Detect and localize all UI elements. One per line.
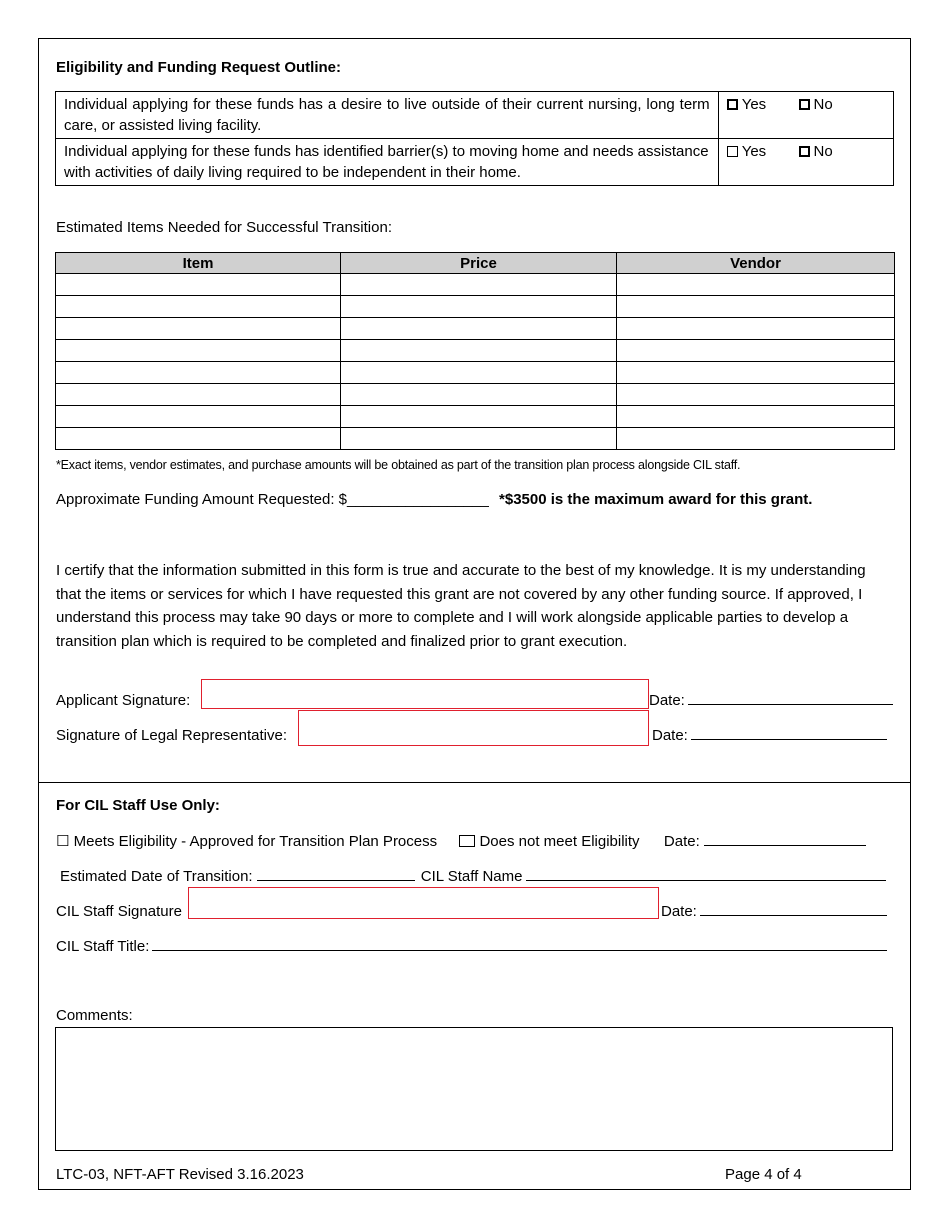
legal-rep-signature-field[interactable] [298,710,649,746]
vendor-cell[interactable] [617,340,895,362]
vendor-cell[interactable] [617,318,895,340]
does-not-meet-label: Does not meet Eligibility [479,833,640,850]
yes-checkbox[interactable] [727,99,738,110]
table-row [56,318,895,340]
price-cell[interactable] [341,296,617,318]
applicant-date-field[interactable] [688,704,893,705]
price-cell[interactable] [341,428,617,450]
item-cell[interactable] [56,274,341,296]
items-header-row [56,253,895,274]
eligibility-question: Individual applying for these funds has a desire to live outside of their current nursing, long term care, or assisted living facility. [56,92,719,139]
funding-line [56,491,894,508]
no-label: No [813,96,833,113]
no-checkbox[interactable] [799,99,810,110]
no-checkbox[interactable] [799,146,810,157]
yes-label: Yes [741,143,767,160]
yes-no-cell [718,92,893,139]
staff-signature-label: CIL Staff Signature [56,903,182,920]
items-heading: Estimated Items Needed for Successful Transition: [56,219,392,236]
applicant-signature-label: Applicant Signature: [56,692,191,709]
eligibility-decision-row [56,832,896,850]
table-row [56,362,895,384]
price-cell[interactable] [341,384,617,406]
applicant-date [649,692,893,709]
meets-checkbox[interactable]: ☐ [56,833,70,850]
form-id: LTC-03, NFT-AFT Revised 3.16.2023 [56,1166,304,1183]
item-cell[interactable] [56,296,341,318]
price-cell[interactable] [341,318,617,340]
staff-title-field[interactable] [152,950,887,951]
legal-rep-label: Signature of Legal Representative: [56,727,287,744]
section-title: Eligibility and Funding Request Outline: [56,59,341,76]
staff-title-row [56,938,887,955]
est-date-field[interactable] [257,880,415,881]
legal-rep-date-field[interactable] [691,739,887,740]
footnote: *Exact items, vendor estimates, and purchase amounts will be obtained as part of the transition plan process alongside CIL staff. [56,458,741,472]
funding-label[interactable]: Approximate Funding Amount Requested: $_________________ [56,491,489,508]
transition-row [60,868,886,885]
item-cell[interactable] [56,362,341,384]
item-cell[interactable] [56,340,341,362]
staff-signature-date-label: Date: [661,903,697,920]
staff-section-title: For CIL Staff Use Only: [56,797,220,814]
yes-no-cell [718,139,893,186]
legal-rep-date [652,727,887,744]
price-column-header: Price [341,253,617,274]
table-row [56,428,895,450]
table-row [56,406,895,428]
price-cell[interactable] [341,362,617,384]
no-label: No [813,143,833,160]
staff-date-field[interactable] [704,845,866,846]
yes-checkbox[interactable] [727,146,738,157]
table-row [56,340,895,362]
staff-name-label: CIL Staff Name [420,868,523,885]
price-cell[interactable] [341,340,617,362]
vendor-cell[interactable] [617,384,895,406]
staff-date-label: Date: [663,833,700,850]
price-cell[interactable] [341,274,617,296]
items-table [55,252,895,450]
vendor-cell[interactable] [617,274,895,296]
eligibility-row [56,92,894,139]
eligibility-row [56,139,894,186]
item-cell[interactable] [56,428,341,450]
est-date-label: Estimated Date of Transition: [60,868,253,885]
items-body [56,274,895,450]
funding-max-note: *$3500 is the maximum award for this grant. [499,491,813,508]
item-column-header: Item [56,253,341,274]
staff-name-field[interactable] [526,880,886,881]
page-number: Page 4 of 4 [725,1166,802,1183]
meets-label: Meets Eligibility - Approved for Transition Plan Process [73,833,438,850]
vendor-cell[interactable] [617,296,895,318]
comments-label: Comments: [56,1007,133,1024]
certification-text: I certify that the information submitted in this form is true and accurate to the best of my knowledge. It is my understanding that the items or services for which I have requested this grant are not covered by any other funding source. If approved, I understand this process may take 90 days or more to complete and I will work alongside applicable parties to develop a transition plan which is required to be completed and finalized prior to grant execution. [56,562,866,650]
staff-signature-field[interactable] [188,887,659,919]
staff-signature-date [661,903,887,920]
vendor-cell[interactable] [617,406,895,428]
staff-signature-date-field[interactable] [700,915,887,916]
eligibility-question: Individual applying for these funds has identified barrier(s) to moving home and needs assistance with activities of daily living required to be independent in their home. [56,139,719,186]
legal-rep-date-label: Date: [652,727,688,744]
applicant-signature-field[interactable] [201,679,649,709]
table-row [56,274,895,296]
yes-label: Yes [741,96,767,113]
vendor-column-header: Vendor [617,253,895,274]
vendor-cell[interactable] [617,428,895,450]
item-cell[interactable] [56,406,341,428]
table-row [56,384,895,406]
staff-title-label: CIL Staff Title: [56,938,150,955]
vendor-cell[interactable] [617,362,895,384]
item-cell[interactable] [56,318,341,340]
table-row [56,296,895,318]
comments-field[interactable] [55,1027,893,1151]
section-divider [38,782,911,783]
applicant-date-label: Date: [649,692,685,709]
price-cell[interactable] [341,406,617,428]
item-cell[interactable] [56,384,341,406]
does-not-meet-checkbox[interactable] [459,835,475,847]
eligibility-table [55,91,894,186]
